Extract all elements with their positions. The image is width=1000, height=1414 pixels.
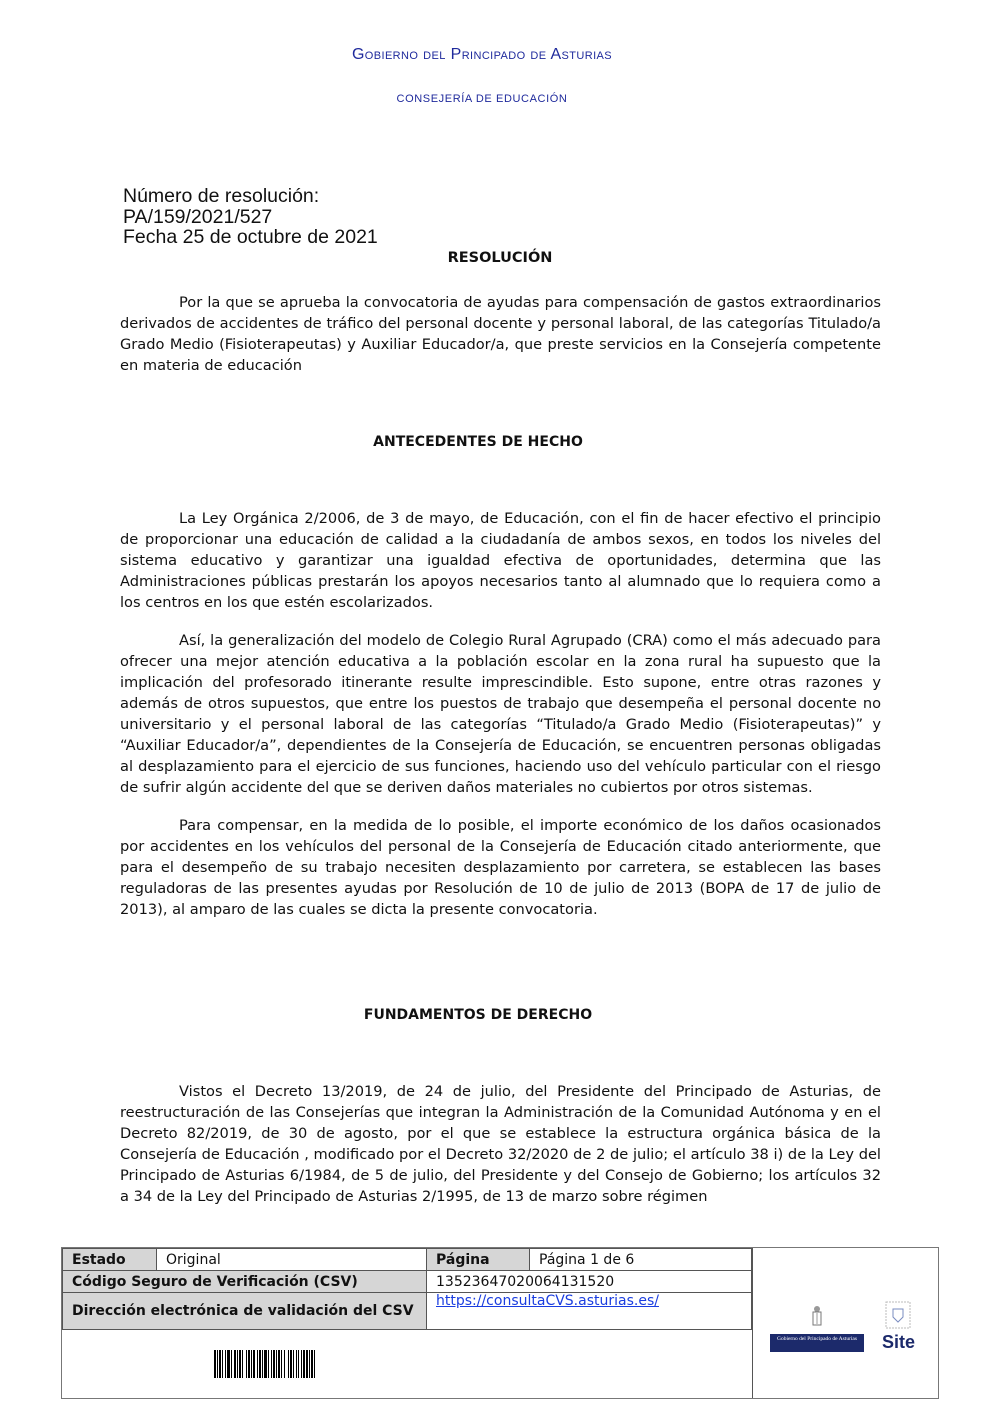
barcode [214,1350,398,1378]
pagina-value: Página 1 de 6 [530,1249,752,1271]
coat-of-arms-icon [810,1305,824,1327]
document-title: RESOLUCIÓN [447,250,553,266]
site-logo: Site [882,1332,916,1352]
estado-value: Original [157,1249,427,1271]
resolution-date: Fecha 25 de octubre de 2021 [123,226,378,248]
antecedentes-heading: ANTECEDENTES DE HECHO [373,434,583,450]
department-header: CONSEJERÍA DE EDUCACIÓN [396,93,568,105]
paragraph: La Ley Orgánica 2/2006, de 3 de mayo, de Educación, con el fin de hacer efectivo el principio de proporcionar una educación de calidad a la ciudadanía de ambos sexos, en todos los niveles del sistema educativo y garantizar una igualdad efectiva de oportunidades, determina que las Administraciones públicas prestarán los apoyos necesarios tanto al alumnado que lo requiera como a los centros en los que estén escolarizados. [120,510,881,611]
pagina-label: Página [427,1249,530,1271]
barcode-bar [315,1350,317,1378]
paragraph: Así, la generalización del modelo de Colegio Rural Agrupado (CRA) como el más adecuado para ofrecer una mejor atención educativa a la población escolar en la zona rural ha supuesto que la implicación del profesorado itinerante resulte imprescindible. Esto supone, entre otras razones y además de otros supuestos, que entre los puestos de trabajo que desempeña el personal docente no universitario y el personal laboral de las categorías “Titulado/a Grado Medio (Fisioterapeutas)” y “Auxiliar Educador/a”, dependientes de la Consejería de Educación, se encuentren personas obligadas al desplazamiento para el ejercicio de sus funciones, haciendo uso del vehículo particular con el riesgo de sufrir algún accidente del que se deriven daños materiales no cubiertos por otros sistemas. [120,632,881,796]
divider [752,1248,753,1398]
paragraph: Vistos el Decreto 13/2019, de 24 de julio, del Presidente del Principado de Asturias, de reestructuración de las Consejerías que integran la Administración de la Comunidad Autónoma y en el Decreto 82/2019, de 30 de agosto, por el que se establece la estructura orgánica básica de la Consejería de Educación , modificado por el Decreto 32/2020 de 2 de julio; el artículo 38 i) de la Ley del Principado de Asturias 6/1984, de 5 de julio, del Presidente y del Consejo de Gobierno; los artículos 32 a 34 de la Ley del Principado de Asturias 2/1995, de 13 de marzo sobre régimen [120,1083,881,1205]
url-label: Dirección electrónica de validación del CSV [63,1293,427,1330]
paragraph: Para compensar, en la medida de lo posible, el importe económico de los daños ocasionados por accidentes en los vehículos del personal de la Consejería de Educación citado anteriormente, que para el desempeño de su trabajo necesiten desplazamiento por carretera, se establecen las bases reguladoras de las presentes ayudas por Resolución de 10 de julio de 2013 (BOPA de 17 de julio de 2013), al amparo de las cuales se dicta la presente convocatoria. [120,817,881,918]
antecedentes-section [120,508,881,937]
validation-link[interactable]: https://consultaCVS.asturias.es/ [436,1293,659,1309]
fundamentos-heading: FUNDAMENTOS DE DERECHO [363,1007,593,1023]
resolution-number: PA/159/2021/527 [123,205,273,228]
fundamentos-section [120,1081,881,1224]
csv-value: 13523647020064131520 [427,1271,752,1293]
resolution-number-label: Número de resolución: [123,185,320,207]
verification-footer [61,1247,939,1399]
site-logo-icon [884,1300,912,1330]
csv-label: Código Seguro de Verificación (CSV) [63,1271,427,1293]
estado-label: Estado [63,1249,157,1271]
summary-paragraph: Por la que se aprueba la convocatoria de ayudas para compensación de gastos extraordinarios derivados de accidentes de tráfico del personal docente y personal laboral, de las categorías Titulado/a Grado Medio (Fisioterapeutas) y Auxiliar Educador/a, que preste servicios en la Consejería competente en materia de educación [120,294,881,374]
resolution-info [123,186,378,248]
government-header: Gobierno del Principado de Asturias [351,46,613,63]
summary [120,292,881,393]
asturias-logo: Gobierno del Principado de Asturias [770,1334,864,1352]
